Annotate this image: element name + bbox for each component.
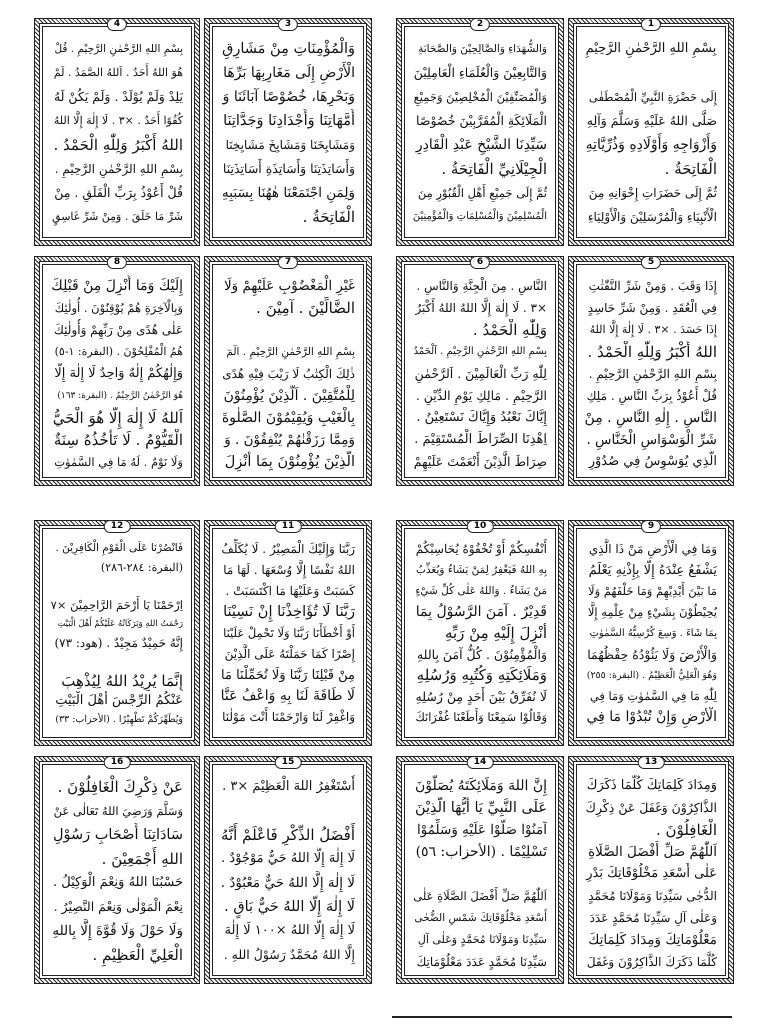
text-line: لَا إِلٰهَ إِلَّا اللهُ حَيٌّ بَاقٍ . bbox=[224, 899, 355, 915]
page-number: 12 bbox=[104, 520, 131, 533]
page-text bbox=[404, 528, 556, 738]
text-line: يَشْفَعُ عِنْدَهُ إِلَّا بِإِذْنِهِ يَعْلَمُ bbox=[588, 563, 717, 578]
page-card-2 bbox=[396, 18, 564, 246]
text-line: الدُّجٰى سَيِّدِنَا وَمَوْلَانَا مُحَمَّدٍ bbox=[588, 889, 717, 903]
text-line: لِلْمُتَّقِيْنَ . اَلَّذِيْنَ يُؤْمِنُوْنَ bbox=[223, 388, 355, 404]
page-number: 13 bbox=[638, 756, 665, 769]
text-line bbox=[51, 577, 183, 596]
text-line: سَيِّدِنَا الشَّيْخِ عَبْدِ الْقَادِرِ bbox=[415, 137, 547, 153]
text-line: أُمَّهَاتِنَا وَأَجْدَادِنَا وَجَدَّاتِنَا bbox=[223, 113, 355, 129]
text-line: الْفَاتِحَةُ . bbox=[302, 208, 355, 226]
text-line: سَيِّدِنَا وَمَوْلَانَا مُحَمَّدٍ وَعَلٰى آلِ bbox=[417, 933, 547, 946]
text-line: أَفْضَلُ الذِّكْرِ فَاعْلَمْ أَنَّهُ bbox=[221, 826, 355, 844]
text-line: بِالْغَيْبِ وَيُقِيْمُوْنَ الصَّلٰوةَ bbox=[221, 410, 355, 426]
page-card-10 bbox=[396, 520, 564, 746]
text-line: بِسْمِ اللهِ الرَّحْمٰنِ الرَّحِيْمِ . اَلْحَمْدُ bbox=[413, 346, 547, 357]
text-line: ذٰلِكَ الْكِتٰبُ لَا رَيْبَ فِيْهِ هُدًى bbox=[222, 367, 355, 381]
text-line: ×٣ . لَا إِلٰهَ إِلَّا اللهُ اللهُ أَكْبَرُ bbox=[415, 301, 547, 315]
text-line: قُلْ أَعُوْذُ بِرَبِّ النَّاسِ . مَلِكِ bbox=[586, 389, 717, 403]
text-line: لِلّٰهِ رَبِّ الْعَالَمِيْنَ . اَلرَّحْمٰنِ bbox=[414, 366, 547, 381]
page-number: 10 bbox=[467, 520, 494, 533]
text-line: بِسْمِ اللهِ الرَّحْمٰنِ الرَّحِيْمِ bbox=[585, 41, 717, 56]
text-line: غَيْرِ الْمَغْضُوْبِ عَلَيْهِمْ وَلَا bbox=[223, 278, 355, 294]
text-line: وَلَا حَوْلَ وَلَا قُوَّةَ إِلَّا بِاللهِ bbox=[52, 923, 183, 939]
text-line: اَللّٰهُمَّ صَلِّ أَفْضَلَ الصَّلَاةِ bbox=[588, 844, 717, 860]
text-line: أَوْ أَخْطَأْنَا رَبَّنَا وَلَا تَحْمِلْ عَلَيْنَا bbox=[223, 626, 355, 640]
text-line: الَّذِي يُوَسْوِسُ فِي صُدُوْرِ bbox=[588, 454, 717, 469]
page-card-14 bbox=[396, 756, 564, 984]
text-line: إِذَا وَقَبَ . وَمِنْ شَرِّ النَّفّٰثٰتِ bbox=[588, 279, 717, 293]
page-text bbox=[212, 264, 364, 478]
text-line: بِسْمِ اللهِ الرَّحْمٰنِ الرَّحِيْمِ . الٓمٓ bbox=[226, 346, 355, 358]
text-line: وَمَلَائِكَتِهِ وَكُتُبِهِ وَرُسُلِهِ bbox=[416, 666, 547, 684]
page-number: 6 bbox=[470, 256, 490, 269]
page-text bbox=[576, 528, 726, 738]
text-line: هُوَ اللهُ أَحَدٌ . اَللهُ الصَّمَدُ . لَمْ bbox=[53, 66, 183, 79]
page-card-15 bbox=[204, 756, 372, 984]
page-card-7 bbox=[204, 256, 372, 486]
page-text bbox=[576, 26, 726, 238]
text-line: إِلَّا اللهُ مُحَمَّدٌ رَسُوْلُ اللهِ . bbox=[223, 947, 355, 962]
page-text bbox=[576, 764, 726, 976]
text-line: الْمُسْلِمِيْنَ وَالْمُسْلِمَاتِ وَالْمُؤْمِنِيْنَ bbox=[413, 211, 547, 222]
text-line: أُنْزِلَ إِلَيْهِ مِنْ رَبِّهِ bbox=[444, 624, 547, 642]
text-line: إِنَّهُ حَمِيْدٌ مَجِيْدٌ . (هود: ٧٣) bbox=[54, 636, 183, 650]
text-line: وَيُطَهِّرَكُمْ تَطْهِيْرًا . (الأحزاب: ٣٣) bbox=[55, 714, 183, 725]
text-line: وَالْمُؤْمِنُوْنَ . كُلٌّ آمَنَ بِاللهِ bbox=[416, 647, 547, 662]
text-line: ثُمَّ إِلَى جَمِيْعِ أَهْلِ الْقُبُوْرِ مِنَ bbox=[417, 186, 547, 200]
page-number: 5 bbox=[641, 256, 661, 269]
text-line: الْأَرْضِ إِلَى مَغَارِبِهَا بَرِّهَا bbox=[223, 65, 355, 81]
text-line: كُلَّمَا ذَكَرَكَ الذَّاكِرُوْنَ وَغَفَلَ bbox=[586, 955, 717, 969]
page-text bbox=[404, 264, 556, 478]
page-number: 4 bbox=[107, 18, 127, 31]
page-text bbox=[42, 26, 192, 238]
page-number: 15 bbox=[275, 756, 302, 769]
page-text bbox=[42, 264, 192, 478]
text-line: اللهُ أَكْبَرُ وَلِلّٰهِ الْحَمْدُ . bbox=[587, 343, 717, 361]
text-line: بِسْمِ اللهِ الرَّحْمٰنِ الرَّحِيْمِ . bbox=[588, 367, 717, 381]
text-line: أَنْفُسِكُمْ أَوْ تُخْفُوْهُ يُحَاسِبْكُمْ bbox=[415, 542, 547, 556]
page-card-9 bbox=[568, 520, 734, 746]
page-number: 3 bbox=[278, 18, 298, 31]
text-line: يُحِيْطُوْنَ بِشَيْءٍ مِنْ عِلْمِهِ إِلَّا bbox=[587, 605, 717, 619]
text-line: مِنْ قَبْلِنَا رَبَّنَا وَلَا تُحَمِّلْنَا مَا bbox=[221, 668, 355, 683]
text-line: هُوَ الرَّحْمٰنُ الرَّحِيْمُ . (البقرة: ١٦٣) bbox=[57, 391, 183, 401]
text-line: شَرِّ الْوَسْوَاسِ الْخَنَّاسِ . bbox=[586, 432, 717, 448]
text-line: وَالْأَرْضَ وَلَا يَئُوْدُهُ حِفْظُهُمَا bbox=[587, 647, 717, 662]
page-number: 14 bbox=[467, 756, 494, 769]
text-line: بِمَا شَاءَ . وَسِعَ كُرْسِيُّهُ السَّمٰوٰتِ bbox=[589, 628, 717, 639]
text-line: الَّذِيْنَ يُؤْمِنُوْنَ بِمَا أُنْزِلَ bbox=[224, 454, 355, 470]
page-card-11 bbox=[204, 520, 372, 746]
text-line: عَلٰى أَسْعَدِ مَخْلُوْقَاتِكَ بَدْرِ bbox=[586, 866, 717, 881]
text-line: إِنَّمَا يُرِيْدُ اللهُ لِيُذْهِبَ bbox=[61, 672, 183, 690]
text-line: أَسْتَغْفِرُ اللهَ الْعَظِيْمَ ×٣ . bbox=[222, 779, 355, 794]
page-number: 9 bbox=[641, 520, 661, 533]
page-text bbox=[404, 26, 556, 238]
text-line: مَا بَيْنَ أَيْدِيْهِمْ وَمَا خَلْفَهُمْ وَلَا bbox=[588, 584, 717, 598]
text-line: وَأَسَاتِذَتِنَا وَأَسَاتِذَةِ أَسَاتِذَتِنَا bbox=[222, 161, 355, 176]
page-text bbox=[42, 528, 192, 738]
text-line: سَيِّدِنَا مُحَمَّدٍ عَدَدَ مَعْلُوْمَاتِكَ bbox=[416, 955, 547, 969]
page-card-4 bbox=[34, 18, 200, 246]
text-line: إِلَى حَضْرَةِ النَّبِيِّ الْمُصْطَفٰى bbox=[588, 90, 717, 104]
page-card-16 bbox=[34, 756, 200, 984]
text-line: النَّاسِ . إِلٰهِ النَّاسِ . مِنْ bbox=[585, 410, 717, 426]
text-line: عَلٰى هُدًى مِنْ رَبِّهِمْ وَأُولٰئِكَ bbox=[54, 323, 183, 337]
text-line: رَبَّنَا وَإِلَيْكَ الْمَصِيْرُ . لَا يُكَلِّفُ bbox=[221, 542, 355, 556]
text-line: عَلَى النَّبِيِّ يَا أَيُّهَا الَّذِيْنَ bbox=[414, 800, 547, 816]
text-line: شَرِّ مَا خَلَقَ . وَمِنْ شَرِّ غَاسِقٍ bbox=[52, 210, 183, 223]
page-number: 7 bbox=[278, 256, 298, 269]
page-text bbox=[404, 764, 556, 976]
text-line: فِي الْعُقَدِ . وَمِنْ شَرِّ حَاسِدٍ bbox=[587, 301, 717, 315]
text-line: اللهُ أَكْبَرُ وَلِلّٰهِ الْحَمْدُ . bbox=[53, 136, 183, 154]
text-line: ثُمَّ إِلَى حَضَرَاتِ إِخْوَانِهِ مِنَ bbox=[588, 186, 717, 200]
text-line: وَسَلَّمَ وَرَضِيَ اللهُ تَعَالٰى عَنْ bbox=[53, 804, 183, 818]
page-text bbox=[212, 26, 364, 238]
text-line bbox=[221, 319, 355, 341]
text-line: الْأَرْضِ وَإِنْ تُبْدُوْا مَا فِي bbox=[586, 709, 717, 725]
text-line: لَا طَاقَةَ لَنَا بِهِ وَاعْفُ عَنَّا bbox=[221, 688, 355, 704]
text-line: رَحْمَتُ اللهِ وَبَرَكَاتُهُ عَلَيْكُمْ أَهْلَ الْبَيْتِ bbox=[57, 619, 183, 629]
text-line: رَبَّنَا لَا تُؤَاخِذْنَا إِنْ نَسِيْنَا bbox=[223, 604, 355, 620]
text-line: اَللّٰهُمَّ صَلِّ أَفْضَلَ الصَّلَاةِ عَلٰى bbox=[413, 889, 547, 903]
text-line: بِسْمِ اللهِ الرَّحْمٰنِ الرَّحِيْمِ . قُلْ bbox=[54, 43, 183, 55]
text-line: الْغَافِلُوْنَ . bbox=[656, 821, 717, 839]
text-line: وَالْمُصَنِّفِيْنَ الْمُخْلِصِيْنَ وَجَمِيْعِ bbox=[413, 90, 547, 104]
text-line: لَا إِلٰهَ إِلَّا اللهُ ×١٠٠ لَا إِلٰهَ bbox=[224, 923, 355, 938]
text-line: وَأَزْوَاجِهِ وَأَوْلَادِهِ وَذُرِّيَّاتِهِ bbox=[585, 137, 717, 153]
text-line: النَّاسِ . مِنَ الْجِنَّةِ وَالنَّاسِ . bbox=[416, 279, 547, 293]
text-line: سَادَاتِنَا أَصْحَابِ رَسُوْلِ bbox=[52, 827, 183, 843]
text-line: يَلِدْ وَلَمْ يُوْلَدْ . وَلَمْ يَكُنْ لَهُ bbox=[53, 89, 183, 104]
text-line: وَالتَّابِعِيْنَ وَالْعُلَمَاءِ الْعَامِلِيْنَ bbox=[413, 65, 547, 80]
text-line: وَإِلٰهُكُمْ إِلٰهٌ وَاحِدٌ لَا إِلٰهَ إِلَّا bbox=[54, 366, 183, 381]
text-line: إِصْرًا كَمَا حَمَلْتَهُ عَلَى الَّذِيْنَ bbox=[224, 647, 355, 661]
text-line: وَاغْفِرْ لَنَا وَارْحَمْنَا أَنْتَ مَوْلٰنَا bbox=[222, 710, 355, 724]
text-line: الْجِيْلَانِيِّ الْفَاتِحَةُ . bbox=[441, 160, 547, 178]
text-line: وَمِدَادَ كَلِمَاتِكَ كُلَّمَا ذَكَرَكَ bbox=[586, 778, 717, 793]
text-line: مَعْلُوْمَاتِكَ وَمِدَادَ كَلِمَاتِكَ bbox=[588, 932, 717, 948]
text-line: قُلْ أَعُوْذُ بِرَبِّ الْفَلَقِ . مِنْ bbox=[54, 185, 183, 200]
text-line: الرَّحِيْمِ . مَالِكِ يَوْمِ الدِّيْنِ . bbox=[415, 388, 547, 403]
text-line: وَعَلٰى آلِ سَيِّدِنَا مُحَمَّدٍ عَدَدَ bbox=[589, 911, 717, 925]
text-line: اللهُ نَفْسًا إِلَّا وُسْعَهَا . لَهَا مَا bbox=[223, 563, 355, 577]
text-line: كَسَبَتْ وَعَلَيْهَا مَا اكْتَسَبَتْ . bbox=[225, 584, 355, 598]
text-line: اَللهُ لَا إِلٰهَ إِلَّا هُوَ الْحَيُّ bbox=[52, 409, 183, 427]
text-line: وَبِالْآخِرَةِ هُمْ يُوْقِنُوْنَ . أُولٰئِكَ bbox=[54, 301, 183, 315]
text-line bbox=[585, 61, 717, 85]
text-line: لَا نُفَرِّقُ بَيْنَ أَحَدٍ مِنْ رُسُلِهِ bbox=[415, 689, 547, 704]
text-line: كُفُوًا أَحَدٌ . ×٣ . لَا إِلٰهَ إِلَّا اللهُ bbox=[53, 114, 183, 127]
text-line bbox=[51, 653, 183, 672]
page-text bbox=[576, 264, 726, 478]
page-text bbox=[42, 764, 192, 976]
text-line: لَا إِلٰهَ إِلَّا اللهُ حَيٌّ مَوْجُوْدٌ . bbox=[221, 851, 355, 866]
text-line: الْعَلِيِّ الْعَظِيْمِ . bbox=[92, 946, 183, 964]
text-line: إِذَا حَسَدَ . ×٣ . لَا إِلٰهَ إِلَّا اللهُ bbox=[589, 323, 717, 336]
page-card-5 bbox=[568, 256, 734, 486]
text-line: إِيَّاكَ نَعْبُدُ وَإِيَّاكَ نَسْتَعِيْنُ . bbox=[416, 410, 547, 425]
text-line: الذَّاكِرُوْنَ وَغَفَلَ عَنْ ذِكْرِكَ bbox=[585, 800, 717, 815]
text-line: الْفَاتِحَةُ . bbox=[664, 160, 717, 178]
text-line: وَلِلّٰهِ الْحَمْدُ . bbox=[472, 321, 547, 339]
text-line: لِلّٰهِ مَا فِي السَّمٰوٰتِ وَمَا فِي bbox=[589, 689, 717, 703]
page-number: 2 bbox=[470, 18, 490, 31]
text-line: مَنْ يَشَاءُ . وَاللهُ عَلٰى كُلِّ شَيْءٍ bbox=[415, 585, 547, 597]
text-line: اِرْحَمْنَا يَا أَرْحَمَ الرَّاحِمِيْنَ ×٧ bbox=[51, 598, 183, 612]
page-number: 1 bbox=[641, 18, 661, 31]
text-line: وَلِمَنِ اجْتَمَعْنَا هٰهُنَا بِسَبَبِهِ bbox=[222, 185, 355, 201]
text-line: اللهِ أَجْمَعِيْنَ . bbox=[101, 850, 183, 868]
text-line: لَا إِلٰهَ إِلَّا اللهُ حَيٌّ مَعْبُوْدٌ . bbox=[221, 875, 355, 891]
next-page-strip bbox=[392, 1016, 732, 1024]
text-line: عَنْ ذِكْرِكَ الْغَافِلُوْنَ . bbox=[57, 778, 183, 796]
text-line: وَقَالُوْا سَمِعْنَا وَأَطَعْنَا غُفْرَانَكَ bbox=[415, 710, 547, 724]
page-card-3 bbox=[204, 18, 372, 246]
text-line: إِلَيْكَ وَمَا أُنْزِلَ مِنْ قَبْلِكَ bbox=[51, 278, 183, 294]
text-line: وَالْمُؤْمِنَاتِ مِنْ مَشَارِقِ bbox=[222, 41, 355, 57]
page-card-1 bbox=[568, 18, 734, 246]
text-line: إِنَّ اللهَ وَمَلَائِكَتَهُ يُصَلُّوْنَ bbox=[415, 778, 547, 794]
page-card-13 bbox=[568, 756, 734, 984]
text-line: نِعْمَ الْمَوْلٰى وَنِعْمَ النَّصِيْرُ . bbox=[53, 899, 183, 914]
page-card-8 bbox=[34, 256, 200, 486]
text-line: الضَّالِّيْنَ . آمِيْنَ . bbox=[256, 299, 355, 317]
page-card-12 bbox=[34, 520, 200, 746]
text-line: وَمَا فِي الْأَرْضِ مَنْ ذَا الَّذِي bbox=[588, 542, 717, 556]
text-line: آمَنُوْا صَلُّوْا عَلَيْهِ وَسَلِّمُوْا bbox=[417, 822, 547, 838]
text-line: بِسْمِ اللهِ الرَّحْمٰنِ الرَّحِيْمِ . bbox=[54, 162, 183, 176]
text-line: الْمَلَائِكَةِ الْمُقَرَّبِيْنَ خُصُوْصًا bbox=[416, 113, 547, 128]
page-number: 11 bbox=[275, 520, 302, 533]
text-line: وَمَشَايِخَنَا وَمَشَايِخَ مَشَايِخِنَا bbox=[225, 138, 355, 152]
text-line: الْأَنْبِيَاءِ وَالْمُرْسَلِيْنَ وَالْأَوْلِيَاءِ bbox=[587, 210, 717, 224]
text-line: صَلَّى اللهُ عَلَيْهِ وَسَلَّمَ وَآلِهِ bbox=[586, 113, 717, 128]
text-line: قَدِيْرٌ . آمَنَ الرَّسُوْلُ بِمَا bbox=[415, 604, 547, 620]
text-line: الْقَيُّوْمُ . لَا تَأْخُذُهُ سِنَةٌ bbox=[53, 431, 183, 449]
page-number: 8 bbox=[107, 256, 127, 269]
text-line: وَلَا نَوْمٌ . لَهُ مَا فِي السَّمٰوٰتِ bbox=[54, 455, 183, 469]
text-line: اِهْدِنَا الصِّرَاطَ الْمُسْتَقِيْمَ . bbox=[414, 432, 547, 447]
text-line: عَنْكُمُ الرِّجْسَ أَهْلَ الْبَيْتِ bbox=[55, 693, 183, 708]
text-line bbox=[221, 799, 355, 823]
text-line: (البقرة: ٢٨٤-٢٨٦) bbox=[100, 561, 183, 574]
page-text bbox=[212, 764, 364, 976]
text-line: وَهُوَ الْعَلِيُّ الْعَظِيْمُ . (البقرة: ٢٥٥) bbox=[586, 670, 717, 681]
text-line: تَسْلِيْمًا . (الأحزاب: ٥٦) bbox=[415, 844, 547, 860]
text-line: فَانْصُرْنَا عَلَى الْقَوْمِ الْكَافِرِيْنَ . bbox=[55, 542, 183, 554]
text-line: وَمِمَّا رَزَقْنٰهُمْ يُنْفِقُوْنَ . وَ bbox=[224, 432, 355, 448]
text-line bbox=[413, 863, 547, 885]
page-text bbox=[212, 528, 364, 738]
text-line: وَالشُّهَدَاءِ وَالصَّالِحِيْنَ وَالصَّحَابَةِ bbox=[418, 43, 547, 55]
text-line: هُمُ الْمُفْلِحُوْنَ . (البقرة: ١-٥) bbox=[54, 345, 183, 358]
text-line: وَبَحْرِهَا، خُصُوْصًا آبَائَنَا وَ bbox=[222, 89, 355, 105]
text-line: صِرَاطَ الَّذِيْنَ أَنْعَمْتَ عَلَيْهِمْ bbox=[413, 454, 547, 469]
page-number: 16 bbox=[104, 756, 131, 769]
text-line: بِهِ اللهُ فَيَغْفِرُ لِمَنْ يَشَاءُ وَيُعَذِّبُ bbox=[416, 564, 547, 576]
text-line: أَسْعَدِ مَخْلُوْقَاتِكَ شَمْسِ الضُّحٰى bbox=[414, 912, 547, 924]
page-card-6 bbox=[396, 256, 564, 486]
text-line: حَسْبُنَا اللهُ وَنِعْمَ الْوَكِيْلُ . bbox=[52, 875, 183, 890]
